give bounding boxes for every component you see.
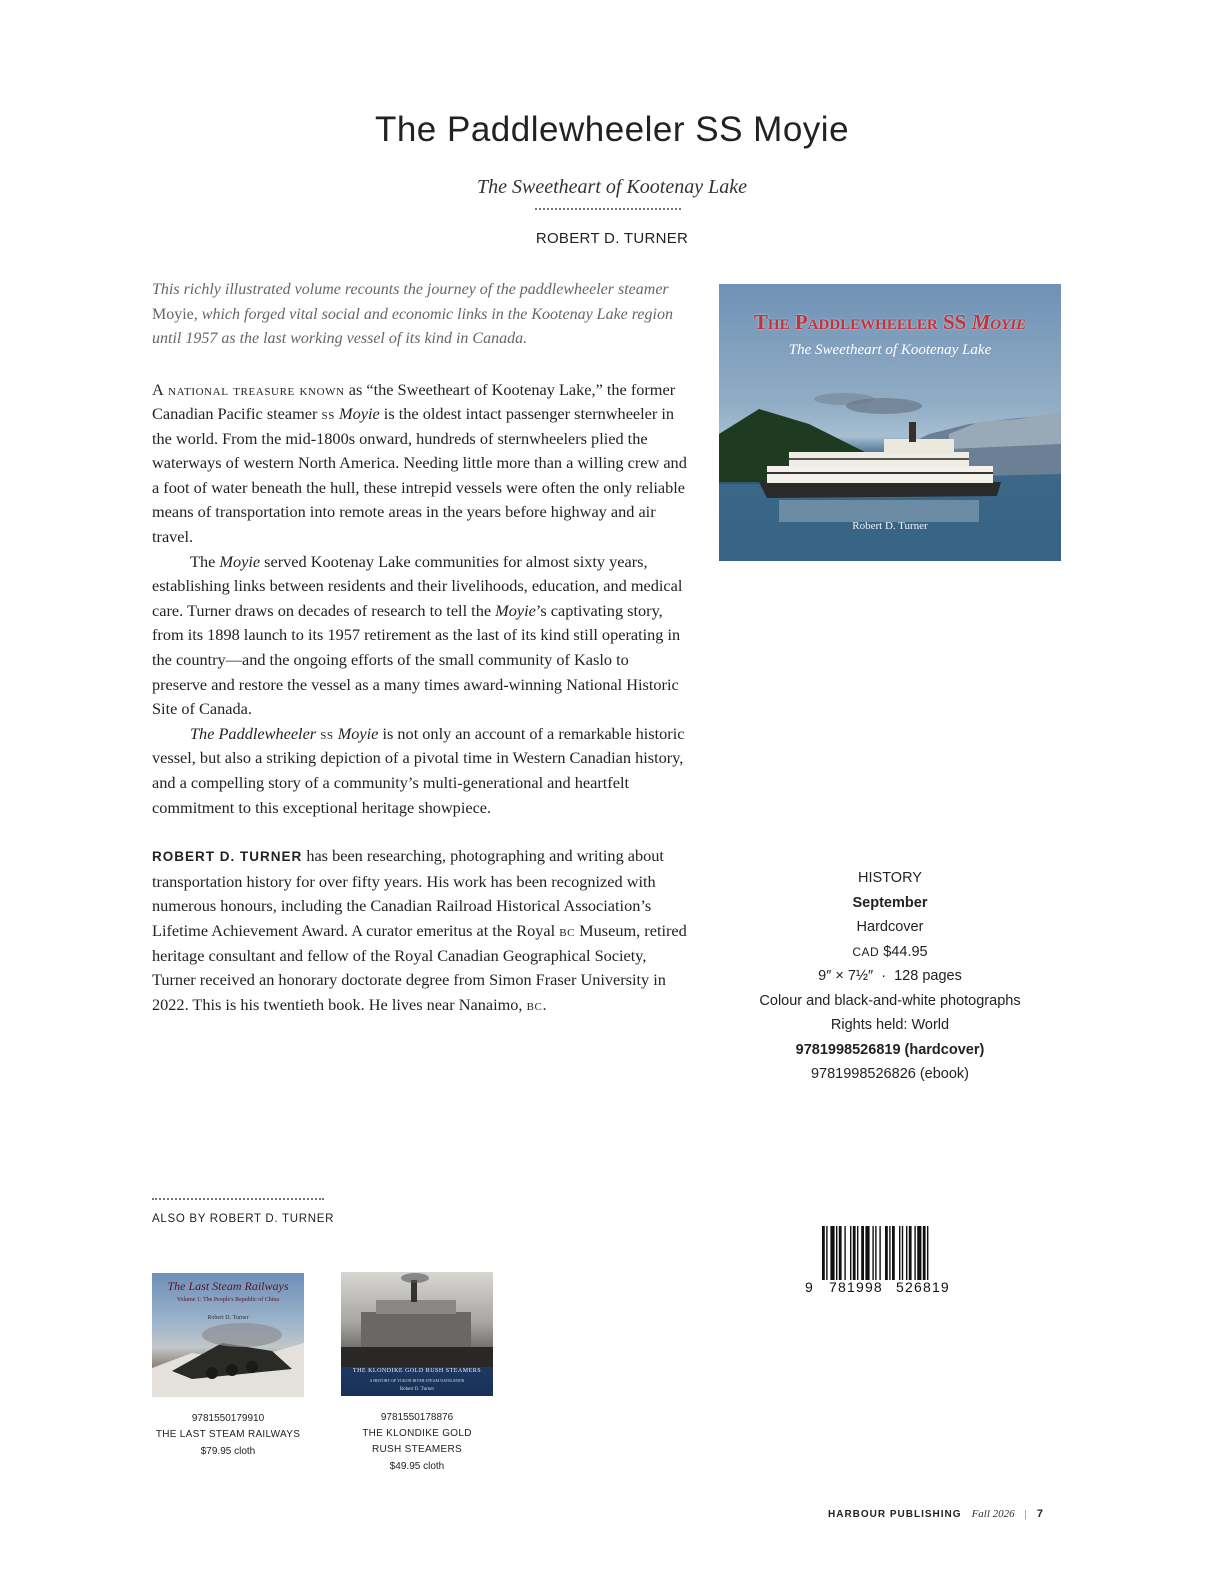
related-book-isbn: 9781550178876: [380, 1412, 454, 1423]
related-book-price: $49.95 cloth: [389, 1461, 445, 1472]
related-book-last-steam-railways[interactable]: [152, 1273, 304, 1461]
author-bio: ROBERT D. TURNER has been researching, photographing and writing about transportation history for over fifty years. His work has been recognized with numerous honours, including the Canadian Railroad Historical Association’s Lifetime Achievement Award. A curator emeritus at the Royal bc Museum, retired heritage consultant and fellow of the Royal Canadian Geographical Society, Turner received an honorary doctorate degree from Simon Fraser University in 2022. This is his twentieth book. He lives near Nanaimo, bc.: [152, 846, 687, 1014]
related-book-price: $79.95 cloth: [200, 1446, 256, 1457]
format: Hardcover: [856, 919, 924, 935]
related-book-title: THE LAST STEAM RAILWAYS: [155, 1429, 301, 1440]
related-book-cover-author: Robert D. Turner: [399, 1387, 435, 1392]
price: CAD $44.95: [852, 943, 928, 960]
barcode-lead-digit: 9: [805, 1279, 813, 1295]
also-by-heading: ALSO BY ROBERT D. TURNER: [152, 1213, 335, 1225]
category: HISTORY: [858, 870, 922, 886]
related-book-title: THE KLONDIKE GOLD RUSH STEAMERS: [362, 1428, 472, 1455]
dimensions-pages: 9″ × 7½″ · 128 pages: [818, 968, 962, 984]
book-details: [719, 866, 1061, 1087]
book-author: ROBERT D. TURNER: [535, 230, 689, 247]
bio-author-name: ROBERT D. TURNER: [152, 849, 303, 865]
footer-separator: |: [1024, 1508, 1027, 1520]
page-number: 7: [1036, 1508, 1043, 1520]
related-book-cover: [341, 1272, 493, 1396]
book-subtitle: The Sweetheart of Kootenay Lake: [477, 176, 747, 198]
description-paragraph-2: The Moyie served Kootenay Lake communities for almost sixty years, establishing links between residents and their livelihoods, education, and medical care. Turner draws on decades of research to tell the Moyie’s captivating story, from its 1898 launch to its 1957 retirement as the last of its kind still operating in the country—and the ongoing efforts of the small community of Kaslo to preserve and restore the vessel as a many times award-winning National Historic Site of Canada.: [152, 551, 683, 719]
footer-publisher: HARBOUR PUBLISHING: [828, 1509, 962, 1520]
related-book-cover-author: Robert D. Turner: [207, 1315, 249, 1321]
dotted-divider: [152, 1198, 324, 1200]
rights: Rights held: World: [830, 1017, 950, 1033]
barcode-group-2: 526819: [896, 1279, 950, 1295]
related-book-cover-title: The Last Steam Railways: [167, 1279, 289, 1293]
related-book-cover-title: THE KLONDIKE GOLD RUSH STEAMERS: [352, 1368, 482, 1374]
footer-season: Fall 2026: [971, 1508, 1015, 1520]
isbn-ebook: 9781998526826 (ebook): [810, 1066, 970, 1082]
cover-author: Robert D. Turner: [852, 520, 928, 532]
related-book-cover: [152, 1273, 304, 1397]
cover-title: The Paddlewheeler SS Moyie: [753, 310, 1027, 334]
cover-subtitle: The Sweetheart of Kootenay Lake: [788, 342, 992, 358]
related-book-cover-subtitle: Volume 1: The People's Republic of China: [176, 1297, 280, 1303]
lead-in: A national treasure known: [152, 379, 345, 399]
isbn-barcode: [802, 1224, 970, 1298]
ship-name: Moyie: [152, 305, 194, 323]
intro-blurb: This richly illustrated volume recounts the journey of the paddlewheeler steamer Moyie, which forged vital social and economic links in the Kootenay Lake region until 1957 as the last working vessel of its kind in Canada.: [152, 281, 673, 347]
related-book-isbn: 9781550179910: [191, 1413, 265, 1424]
book-cover-image: [719, 284, 1061, 561]
illustrations: Colour and black-and-white photographs: [759, 992, 1021, 1009]
release-month: September: [852, 894, 928, 911]
page-footer: [828, 1508, 1043, 1520]
description-column: [152, 278, 687, 1017]
book-title: The Paddlewheeler SS Moyie: [374, 110, 850, 149]
related-book-klondike-gold-rush-steamers[interactable]: [341, 1272, 493, 1476]
related-book-cover-subtitle: A HISTORY OF YUKON RIVER STEAM NAVIGATION: [369, 1378, 465, 1383]
description-paragraph-3: The Paddlewheeler ss Moyie is not only an account of a remarkable historic vessel, but also a striking depiction of a pivotal time in Western Canadian history, and a compelling story of a community’s multi-generational and heartfelt commitment to this exceptional heritage showpiece.: [152, 723, 685, 817]
description-paragraph-1: A national treasure known as “the Sweetheart of Kootenay Lake,” the former Canadian Pacific steamer ss Moyie is the oldest intact passenger sternwheeler in the world. From the mid-1800s onward, hundreds of sternwheelers plied the waterways of western North America. Needing little more than a willing crew and a foot of water beneath the hull, these intrepid vessels were often the only reliable means of transportation into remote areas in the years before highway and air travel.: [152, 379, 687, 547]
isbn-hardcover: 9781998526819 (hardcover): [795, 1041, 985, 1058]
dotted-divider: [535, 208, 681, 210]
barcode-group-1: 781998: [829, 1279, 883, 1295]
